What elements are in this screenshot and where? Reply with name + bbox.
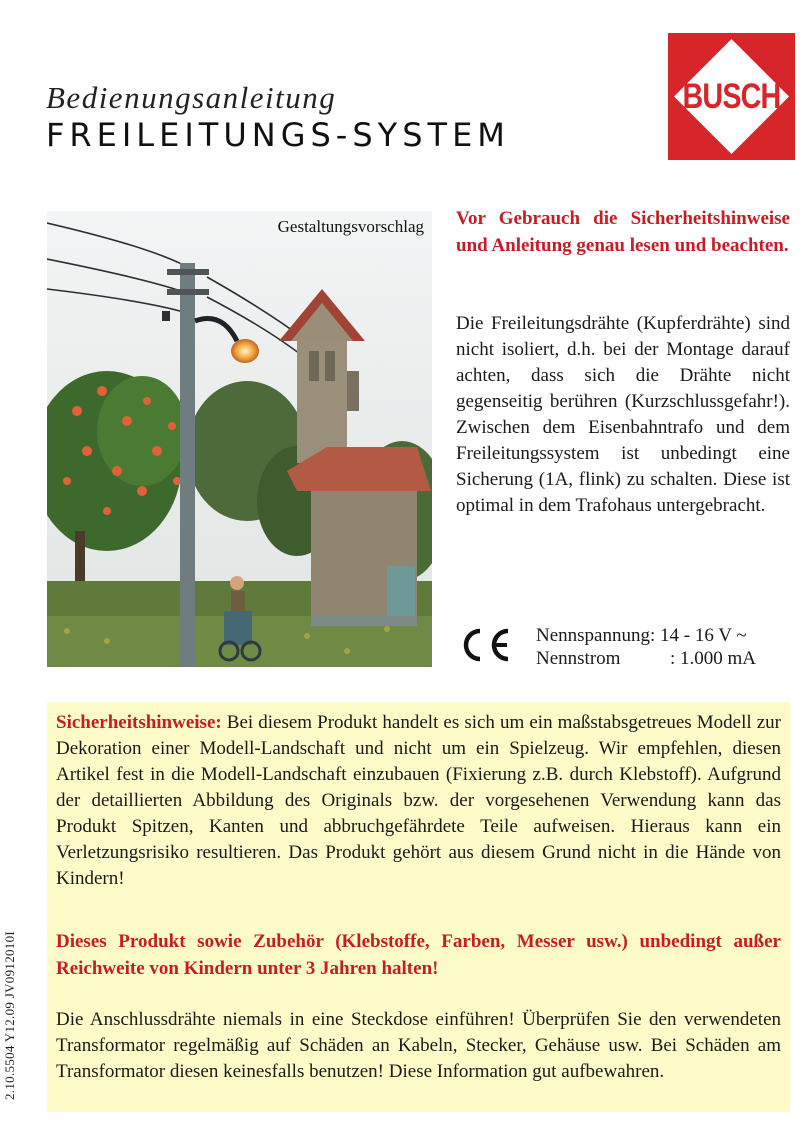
document-title: FREILEITUNGS-SYSTEM <box>46 116 510 154</box>
current-label: Nennstrom <box>536 648 621 669</box>
children-warning: Dieses Produkt sowie Zubehör (Klebstoffe, Farben, Messer usw.) unbedingt außer Reichweite von Kindern unter 3 Jahren halten! <box>56 931 781 979</box>
voltage-value: : 14 - 16 V ~ <box>649 625 747 646</box>
current-spec <box>536 647 756 670</box>
product-photo <box>47 211 432 667</box>
voltage-spec <box>536 624 756 647</box>
document-subtitle: Bedienungsanleitung <box>46 80 337 115</box>
photo-caption: Gestaltungsvorschlag <box>277 217 424 236</box>
specifications <box>536 624 756 670</box>
article-code: 2.10.5504 Y12.09 JV0912010I <box>2 930 17 1100</box>
voltage-label: Nennspannung <box>536 625 650 646</box>
ce-mark-icon <box>458 625 512 665</box>
safety-lead: Sicherheitshinweise: <box>56 712 222 733</box>
transformer-notes: Die Anschlussdrähte niemals in eine Steckdose einführen! Überprüfen Sie den verwendeten Transformator regelmäßig auf Schäden an Kabeln, Stecker, Gehäuse usw. Bei Schäden am Transformator diesen keinesfalls benutzen! Diese Information gut aufbewahren. <box>56 1009 781 1082</box>
safety-box <box>47 702 790 1112</box>
busch-logo <box>668 33 795 160</box>
safety-text: Bei diesem Produkt handelt es sich um ein maßstabsgetreues Modell zur Dekoration einer Modell-Landschaft und nicht um ein Spielzeug. Wir empfehlen, diesen Artikel fest in die Modell-Landschaft einzubauen (Fixierung z.B. durch Klebstoff). Aufgrund der detaillierten Abbildung des Originals bzw. der vorgesehenen Verwendung kann das Produkt Spitzen, Kanten und abbruchgefährdete Teile aufweisen. Hieraus kann ein Verletzungsrisiko resultieren. Das Produkt gehört aus diesem Grund nicht in die Hände von Kindern! <box>56 712 781 889</box>
current-value: : 1.000 mA <box>670 648 757 669</box>
wire-description: Die Freileitungsdrähte (Kupferdrähte) sind nicht isoliert, d.h. bei der Montage darauf achten, dass sich die Drähte nicht gegenseitig berühren (Kurzschlussgefahr!). Zwischen dem Eisenbahntrafo und dem Freileitungssystem ist unbedingt eine Sicherung (1A, flink) zu schalten. Diese ist optimal in dem Trafohaus untergebracht. <box>456 313 790 516</box>
logo-text: BUSCH <box>682 77 781 116</box>
read-instructions-warning: Vor Gebrauch die Sicherheitshinweise und Anleitung genau lesen und beachten. <box>456 208 790 256</box>
safety-notes <box>56 710 781 892</box>
scenery-illustration <box>47 211 432 667</box>
